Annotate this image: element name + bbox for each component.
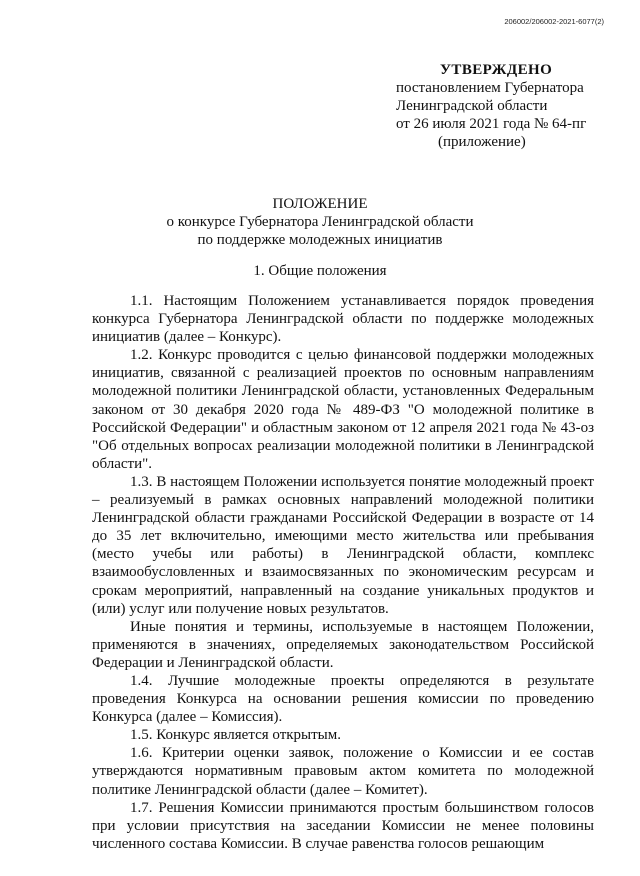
title-line: о конкурсе Губернатора Ленинградской области — [166, 214, 474, 230]
paragraph: 1.7. Решения Комиссии принимаются простым большинством голосов при условии присутствия на заседании Комиссии не менее половины численного состава Комиссии. В случае равенства голосов решающим — [92, 799, 594, 852]
paragraph: 1.1. Настоящим Положением устанавливается порядок проведения конкурса Губернатора Ленинградской области по поддержке молодежных инициатив (далее – Конкурс). — [92, 293, 594, 346]
approval-line: от 26 июля 2021 года № 64-пг — [396, 116, 587, 132]
document-title — [0, 195, 640, 249]
approval-line: постановлением Губернатора — [396, 80, 584, 96]
title-heading: ПОЛОЖЕНИЕ — [272, 196, 368, 212]
paragraph: Иные понятия и термины, используемые в настоящем Положении, применяются в значениях, определяемых законодательством Российской Федерации и Ленинградской области. — [92, 618, 594, 671]
document-body — [92, 292, 594, 853]
paragraph: 1.2. Конкурс проводится с целью финансовой поддержки молодежных инициатив, связанной с реализацией проектов по основным направлениям молодежной политики Ленинградской области, установленных Федеральным законом от 30 декабря 2020 года № 489-ФЗ "О молодежной политике в Российской Федерации" и областным законом от 12 апреля 2021 года № 43-оз "Об отдельных вопросах реализации молодежной политики в Ленинградской области". — [92, 347, 594, 472]
paragraph: 1.6. Критерии оценки заявок, положение о Комиссии и ее состав утверждаются нормативным правовым актом комитета по молодежной политике Ленинградской области (далее – Комитет). — [92, 745, 594, 798]
paragraph: 1.4. Лучшие молодежные проекты определяются в результате проведения Конкурса на основании решения комиссии по проведению Конкурса (далее – Комиссия). — [92, 672, 594, 726]
document-code: 206002/206002-2021-6077(2) — [504, 17, 604, 26]
approval-attachment-note: (приложение) — [438, 134, 526, 150]
approval-stamp — [396, 61, 626, 151]
section-heading: 1. Общие положения — [253, 263, 387, 279]
paragraph: 1.5. Конкурс является открытым. — [130, 727, 341, 744]
paragraph: 1.3. В настоящем Положении используется понятие молодежный проект – реализуемый в рамках основных направлений молодежной политики Ленинградской области гражданами Российской Федерации в возрасте от 14 до 35 лет включительно, имеющими место жительства или пребывания (место учебы или работы) в Ленинградской области, комплекс взаимообусловленных и взаимосвязанных по экономическим ресурсам и срокам мероприятий, направленный на создание уникальных продуктов и (или) услуг или получение новых результатов. — [92, 473, 594, 617]
approval-heading: УТВЕРЖДЕНО — [440, 62, 553, 78]
title-line: по поддержке молодежных инициатив — [197, 232, 443, 248]
approval-line: Ленинградской области — [396, 98, 548, 114]
